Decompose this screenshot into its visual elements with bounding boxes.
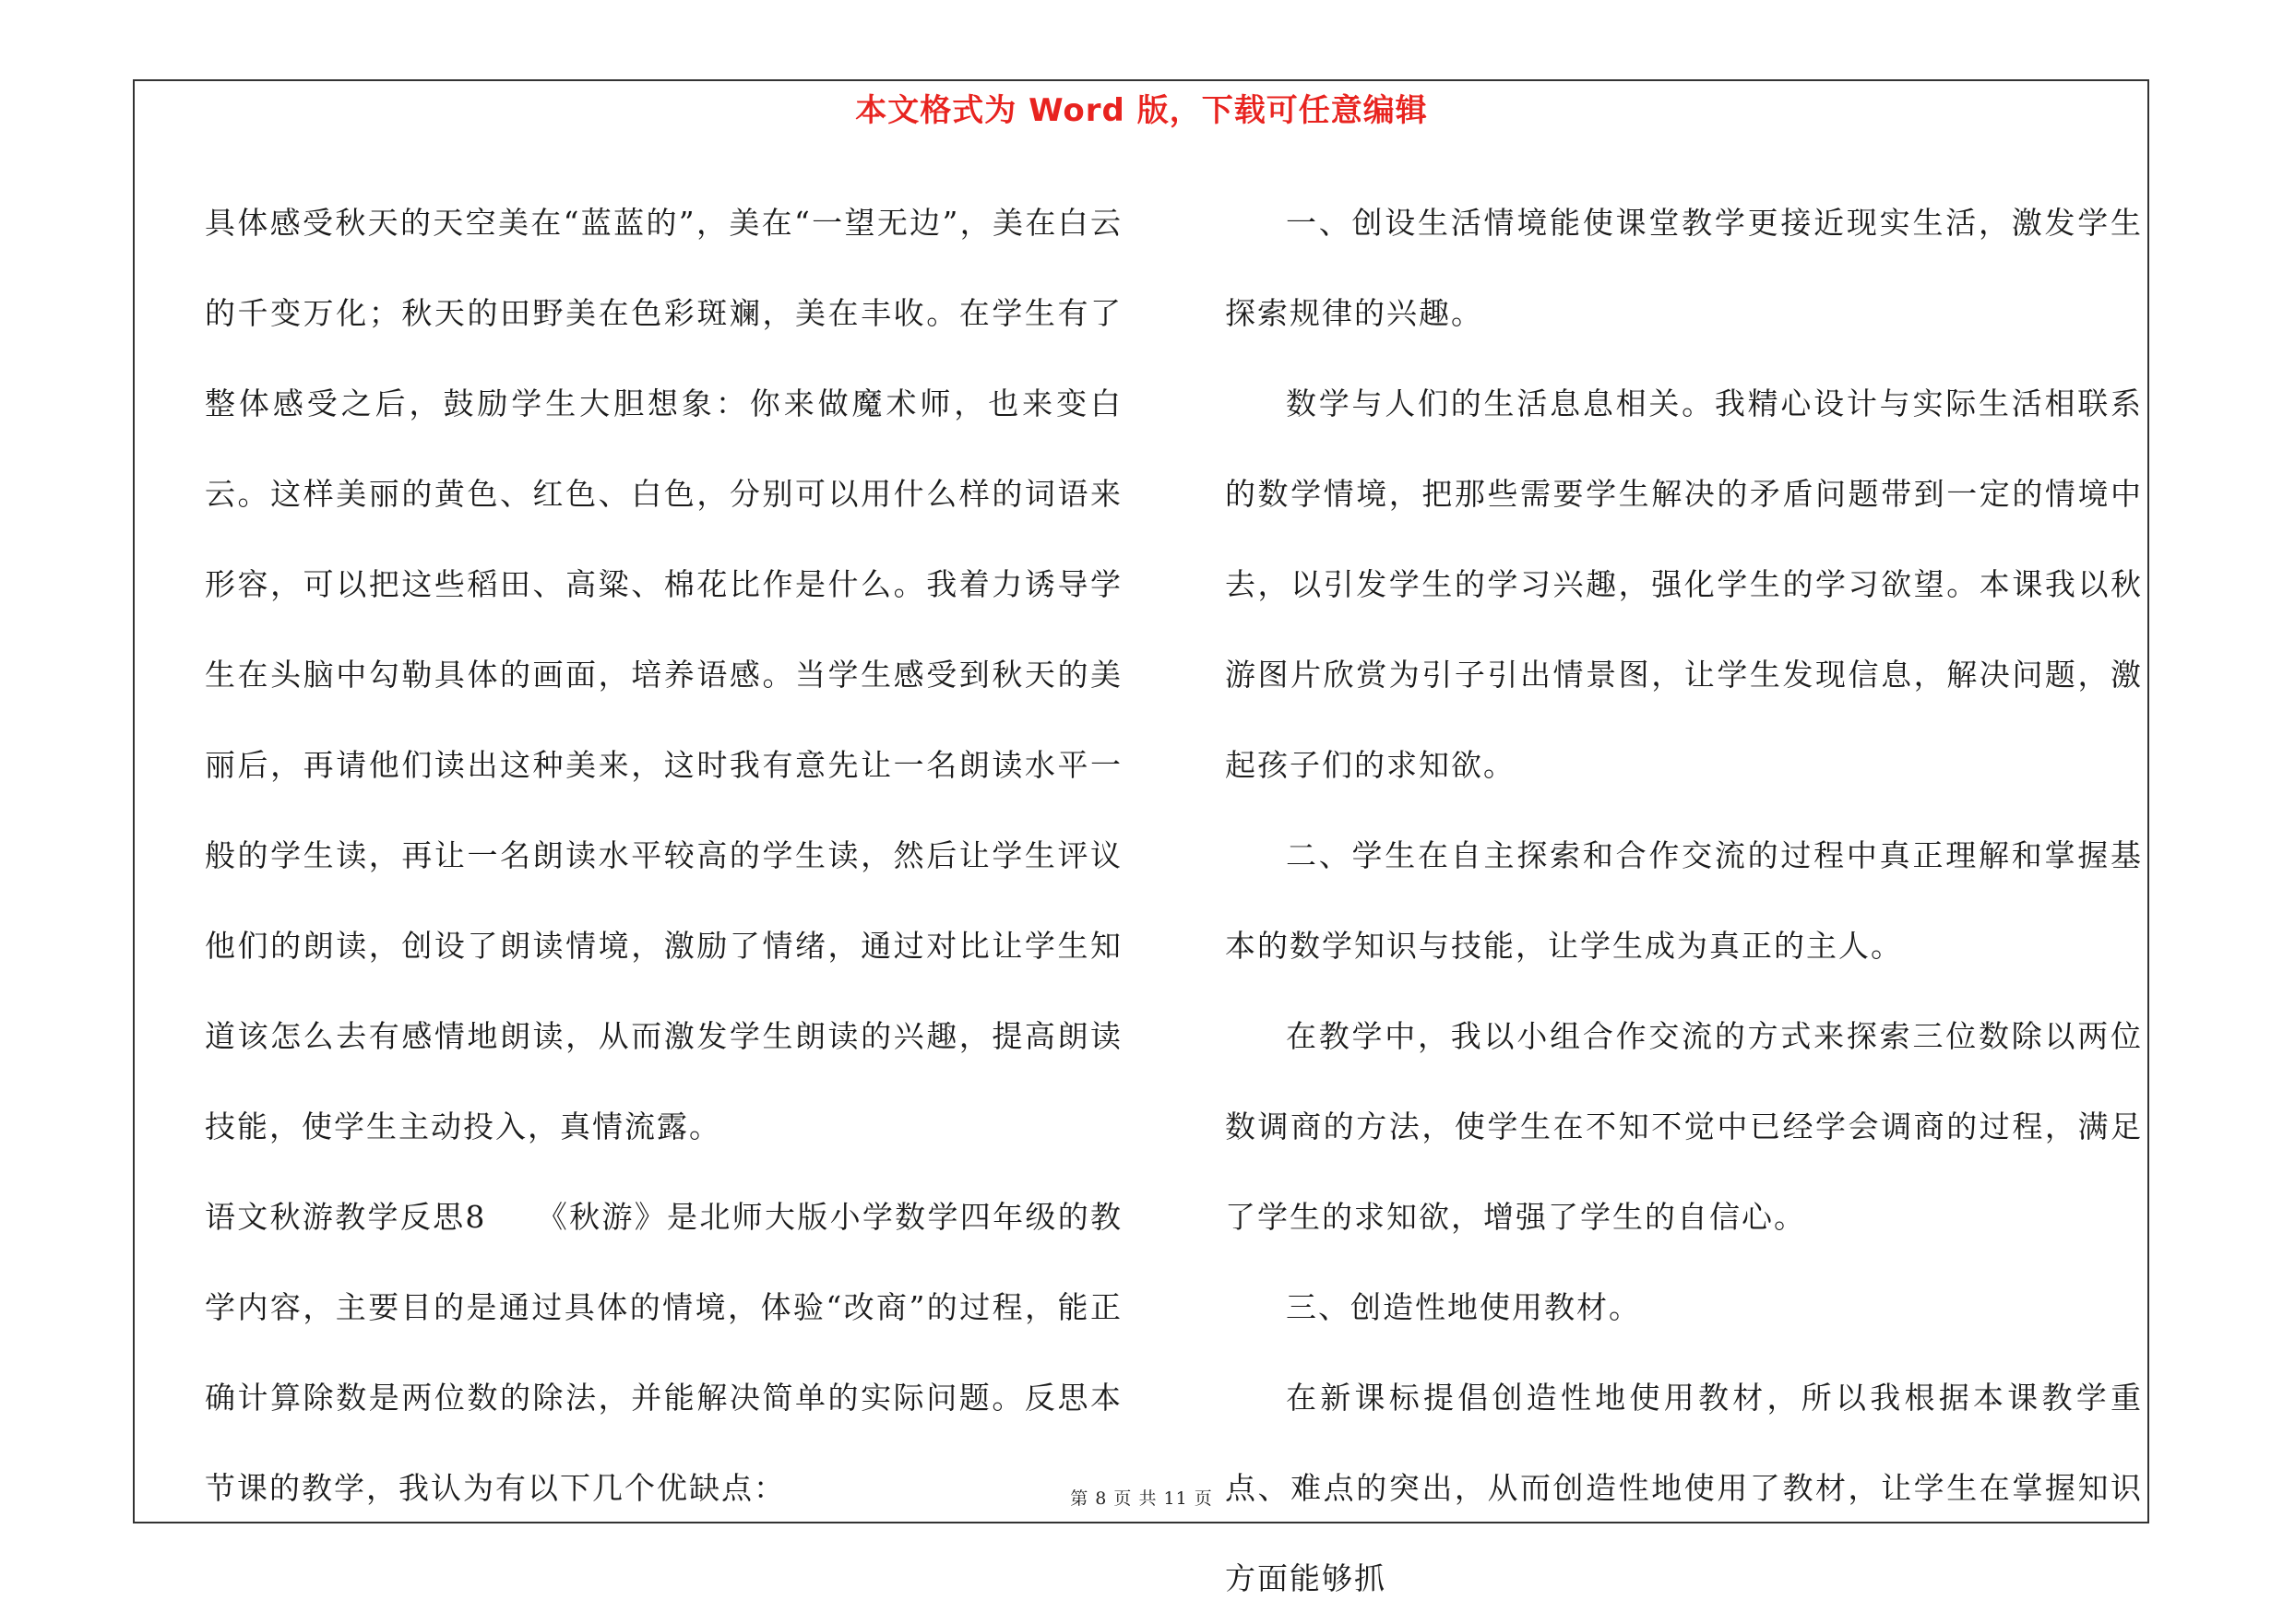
left-text-column (205, 178, 1123, 1534)
right-text-column (1225, 178, 2143, 1624)
right-paragraph-heading-1: 一、创设生活情境能使课堂教学更接近现实生活，激发学生探索规律的兴趣。 (1225, 205, 2143, 331)
right-paragraph-heading-2: 二、学生在自主探索和合作交流的过程中真正理解和掌握基本的数学知识与技能，让学生成为真正的主人。 (1225, 837, 2143, 964)
right-paragraph-6: 在新课标提倡创造性地使用教材，所以我根据本课教学重点、难点的突出，从而创造性地使用了教材，让学生在掌握知识方面能够抓 (1225, 1380, 2143, 1596)
right-paragraph-heading-3: 三、创造性地使用教材。 (1286, 1289, 1641, 1325)
right-paragraph-2: 数学与人们的生活息息相关。我精心设计与实际生活相联系的数学情境，把那些需要学生解决的矛盾问题带到一定的情境中去，以引发学生的学习兴趣，强化学生的学习欲望。本课我以秋游图片欣赏为引子引出情景图，让学生发现信息，解决问题，激起孩子们的求知欲。 (1225, 385, 2143, 783)
page-number-footer: 第 8 页 共 11 页 (1070, 1488, 1213, 1509)
word-format-banner: 本文格式为 Word 版，下载可任意编辑 (855, 92, 1428, 129)
right-paragraph-4: 在教学中，我以小组合作交流的方式来探索三位数除以两位数调商的方法，使学生在不知不觉中已经学会调商的过程，满足了学生的求知欲，增强了学生的自信心。 (1225, 1018, 2143, 1235)
left-paragraph-1: 具体感受秋天的天空美在“蓝蓝的”，美在“一望无边”，美在白云的千变万化；秋天的田野美在色彩斑斓，美在丰收。在学生有了整体感受之后，鼓励学生大胆想象：你来做魔术师，也来变白云。这样美丽的黄色、红色、白色，分别可以用什么样的词语来形容，可以把这些稻田、高粱、棉花比作是什么。我着力诱导学生在头脑中勾勒具体的画面，培养语感。当学生感受到秋天的美丽后，再请他们读出这种美来，这时我有意先让一名朗读水平一般的学生读，再让一名朗读水平较高的学生读，然后让学生评议他们的朗读，创设了朗读情境，激励了情绪，通过对比让学生知道该怎么去有感情地朗读，从而激发学生朗读的兴趣，提高朗读技能，使学生主动投入，真情流露。 (205, 205, 1123, 1144)
left-paragraph-2: 语文秋游教学反思8 《秋游》是北师大版小学数学四年级的教学内容，主要目的是通过具体的情境，体验“改商”的过程，能正确计算除数是两位数的除法，并能解决简单的实际问题。反思本节课的教学，我认为有以下几个优缺点： (205, 1199, 1123, 1506)
